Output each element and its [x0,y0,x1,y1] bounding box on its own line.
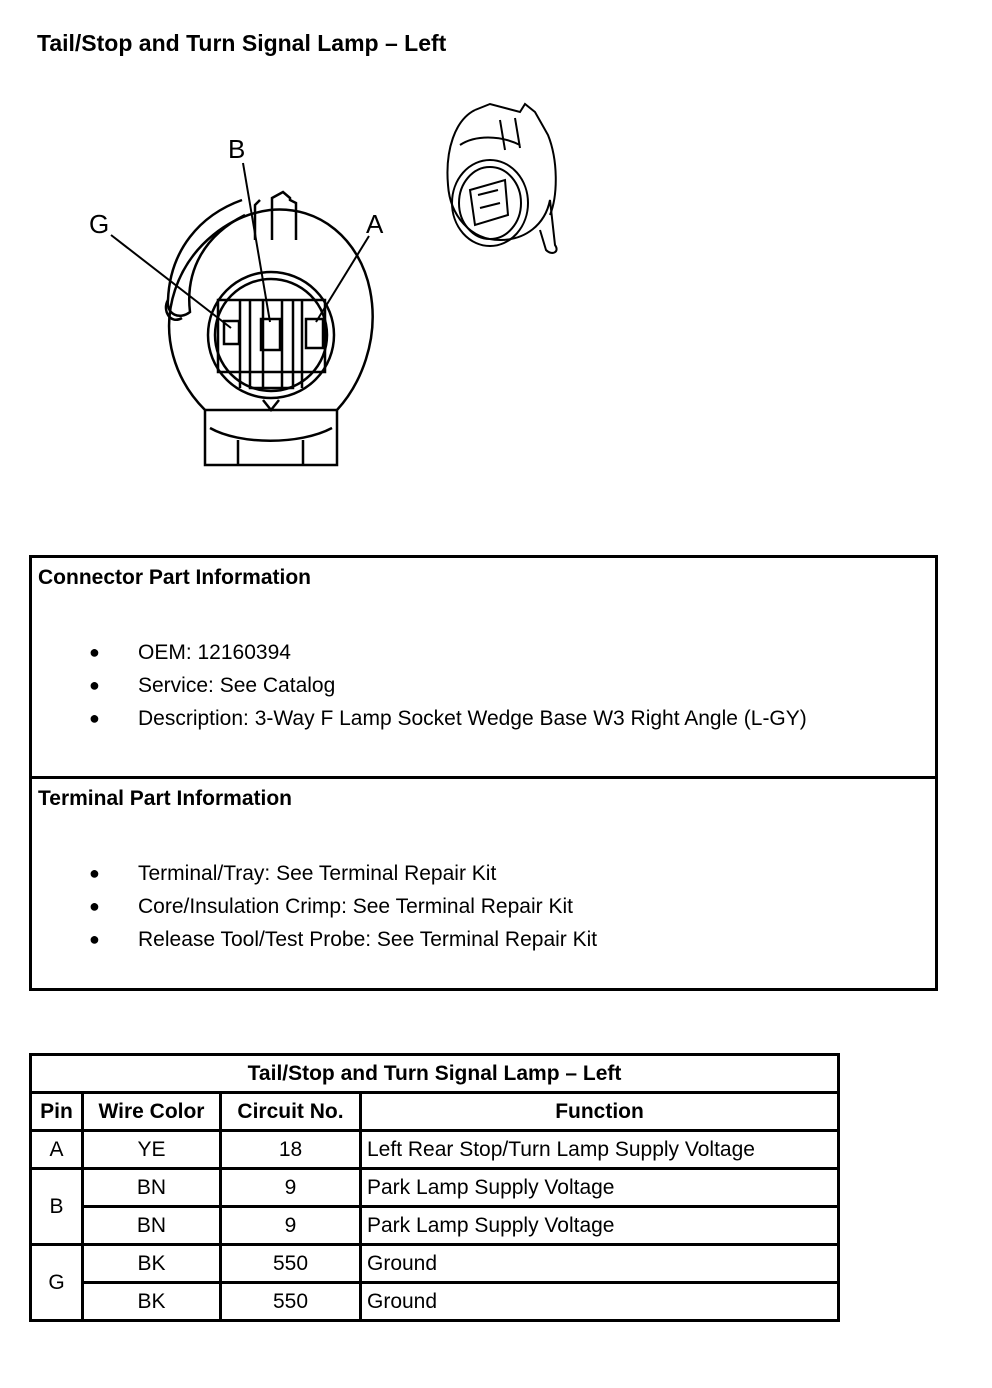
list-item-text: Service: See Catalog [138,674,336,697]
socket-perspective-drawing [447,104,556,253]
page-title: Tail/Stop and Turn Signal Lamp – Left [37,30,447,56]
table-row [31,1169,839,1207]
cell-pin: A [31,1131,83,1169]
cell-wire-color: BN [83,1169,221,1207]
cell-pin: B [31,1169,83,1245]
header-pin: Pin [31,1093,83,1131]
terminal-part-section [32,776,935,991]
header-circuit: Circuit No. [221,1093,361,1131]
table-title-row [31,1055,839,1093]
table-row [31,1245,839,1283]
bullet-icon: ● [89,863,100,883]
cell-circuit: 9 [221,1207,361,1245]
table-title: Tail/Stop and Turn Signal Lamp – Left [31,1055,839,1093]
connector-diagram [0,0,992,520]
table-row [31,1283,839,1321]
cell-circuit: 18 [221,1131,361,1169]
bullet-icon: ● [89,708,100,728]
list-item-text: Release Tool/Test Probe: See Terminal Repair Kit [138,928,598,951]
table-row [31,1207,839,1245]
bullet-icon: ● [89,929,100,949]
bullet-icon: ● [89,675,100,695]
cell-wire-color: BN [83,1207,221,1245]
bullet-icon: ● [89,642,100,662]
list-item-text: Core/Insulation Crimp: See Terminal Repair Kit [138,895,573,918]
pin-label-g: G [89,209,110,239]
bullet-icon: ● [89,896,100,916]
connector-face-drawing [166,192,373,465]
connector-part-heading: Connector Part Information [38,566,312,589]
list-item-text: Description: 3-Way F Lamp Socket Wedge Base W3 Right Angle (L-GY) [138,707,807,730]
cell-function: Park Lamp Supply Voltage [361,1169,839,1207]
cell-function: Ground [361,1283,839,1321]
cell-circuit: 550 [221,1283,361,1321]
part-info-box [29,555,938,991]
header-wire-color: Wire Color [83,1093,221,1131]
cell-pin: G [31,1245,83,1321]
cell-wire-color: BK [83,1245,221,1283]
cell-circuit: 9 [221,1169,361,1207]
list-item-text: Terminal/Tray: See Terminal Repair Kit [138,862,497,885]
table-header-row [31,1093,839,1131]
pin-label-b: B [228,134,246,164]
cell-circuit: 550 [221,1245,361,1283]
cell-function: Ground [361,1245,839,1283]
cell-wire-color: YE [83,1131,221,1169]
cell-function: Park Lamp Supply Voltage [361,1207,839,1245]
list-item-text: OEM: 12160394 [138,641,291,664]
connector-part-section [32,558,935,776]
cell-wire-color: BK [83,1283,221,1321]
table-row [31,1131,839,1169]
pin-table [29,1053,840,1322]
terminal-part-heading: Terminal Part Information [38,787,292,810]
header-function: Function [361,1093,839,1131]
pin-label-a: A [366,209,384,239]
cell-function: Left Rear Stop/Turn Lamp Supply Voltage [361,1131,839,1169]
